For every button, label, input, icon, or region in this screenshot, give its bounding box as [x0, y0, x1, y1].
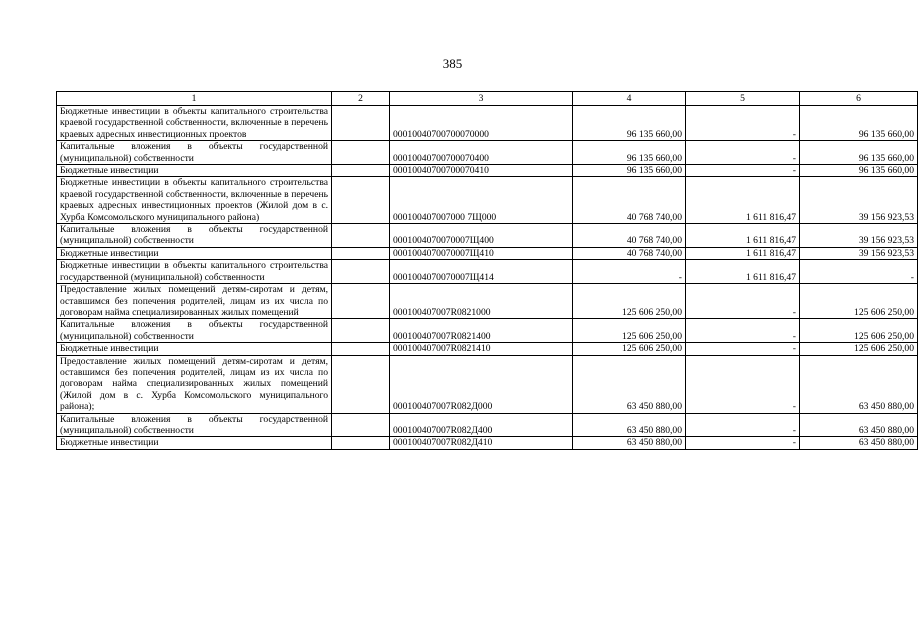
- row-name-cell: Капитальные вложения в объекты государственной (муниципальной) собственности: [57, 224, 332, 248]
- row-name-cell: Бюджетные инвестиции: [57, 165, 332, 177]
- budget-table: [56, 91, 918, 450]
- row-code-cell: 000100407007000 7Щ000: [390, 177, 573, 224]
- row-col2-cell: [332, 177, 390, 224]
- row-value5-cell: -: [686, 437, 800, 449]
- row-name-cell: Бюджетные инвестиции: [57, 343, 332, 355]
- row-code-cell: 000100407007R082Д400: [390, 413, 573, 437]
- row-value5-cell: -: [686, 319, 800, 343]
- column-header: 3: [390, 92, 573, 106]
- row-code-cell: 00010040700700070400: [390, 141, 573, 165]
- row-name-cell: Капитальные вложения в объекты государственной (муниципальной) собственности: [57, 413, 332, 437]
- row-name-cell: Бюджетные инвестиции: [57, 247, 332, 259]
- row-value5-cell: -: [686, 355, 800, 413]
- row-col2-cell: [332, 319, 390, 343]
- row-value6-cell: 39 156 923,53: [800, 224, 918, 248]
- row-value4-cell: -: [573, 260, 686, 284]
- column-header: 4: [573, 92, 686, 106]
- row-col2-cell: [332, 165, 390, 177]
- column-header: 2: [332, 92, 390, 106]
- row-value4-cell: 125 606 250,00: [573, 319, 686, 343]
- row-col2-cell: [332, 437, 390, 449]
- row-value4-cell: 40 768 740,00: [573, 224, 686, 248]
- column-header: 1: [57, 92, 332, 106]
- row-value5-cell: -: [686, 141, 800, 165]
- row-name-cell: Бюджетные инвестиции в объекты капитального строительства краевой государственной собственности, включенные в перечень краевых адресных инвестиционных проектов: [57, 106, 332, 141]
- row-name-cell: Капитальные вложения в объекты государственной (муниципальной) собственности: [57, 141, 332, 165]
- page-number: 385: [442, 56, 463, 71]
- row-value4-cell: 125 606 250,00: [573, 284, 686, 319]
- row-value5-cell: -: [686, 165, 800, 177]
- row-value5-cell: -: [686, 343, 800, 355]
- row-value5-cell: -: [686, 413, 800, 437]
- row-value4-cell: 125 606 250,00: [573, 343, 686, 355]
- table-row: [57, 319, 918, 343]
- row-value6-cell: 63 450 880,00: [800, 355, 918, 413]
- table-row: [57, 165, 918, 177]
- row-code-cell: 000100407007R0821000: [390, 284, 573, 319]
- row-col2-cell: [332, 260, 390, 284]
- table-header-row: [57, 92, 918, 106]
- row-code-cell: 000100407007R082Д410: [390, 437, 573, 449]
- row-value6-cell: 63 450 880,00: [800, 437, 918, 449]
- table-row: [57, 177, 918, 224]
- row-col2-cell: [332, 343, 390, 355]
- row-value5-cell: -: [686, 106, 800, 141]
- row-col2-cell: [332, 413, 390, 437]
- row-value6-cell: 125 606 250,00: [800, 343, 918, 355]
- table-row: [57, 437, 918, 449]
- table-row: [57, 260, 918, 284]
- row-value6-cell: 96 135 660,00: [800, 106, 918, 141]
- row-value6-cell: 96 135 660,00: [800, 141, 918, 165]
- row-col2-cell: [332, 224, 390, 248]
- row-value4-cell: 63 450 880,00: [573, 437, 686, 449]
- table-row: [57, 106, 918, 141]
- row-name-cell: Предоставление жилых помещений детям-сиротам и детям, оставшимся без попечения родителей, лицам из их числа по договорам найма специализированных жилых помещений: [57, 284, 332, 319]
- row-code-cell: 000100407007R082Д000: [390, 355, 573, 413]
- row-col2-cell: [332, 141, 390, 165]
- row-code-cell: 00010040700700070410: [390, 165, 573, 177]
- row-value5-cell: 1 611 816,47: [686, 260, 800, 284]
- row-value6-cell: 125 606 250,00: [800, 319, 918, 343]
- row-name-cell: Бюджетные инвестиции: [57, 437, 332, 449]
- row-col2-cell: [332, 284, 390, 319]
- row-name-cell: Капитальные вложения в объекты государственной (муниципальной) собственности: [57, 319, 332, 343]
- row-name-cell: Предоставление жилых помещений детям-сиротам и детям, оставшимся без попечения родителей, лицам из их числа по договорам найма специализированных жилых помещений (Жилой дом в с. Хурба Комсомольского муниципального района);: [57, 355, 332, 413]
- row-value6-cell: 63 450 880,00: [800, 413, 918, 437]
- row-value5-cell: 1 611 816,47: [686, 247, 800, 259]
- row-col2-cell: [332, 355, 390, 413]
- row-value5-cell: 1 611 816,47: [686, 224, 800, 248]
- table-row: [57, 224, 918, 248]
- row-code-cell: 000100407007R0821400: [390, 319, 573, 343]
- row-value4-cell: 40 768 740,00: [573, 177, 686, 224]
- column-header: 6: [800, 92, 918, 106]
- row-name-cell: Бюджетные инвестиции в объекты капитального строительства краевой государственной собственности, включенные в перечень краевых адресных инвестиционных проектов (Жилой дом в с. Хурба Комсомольского муниципального района): [57, 177, 332, 224]
- row-value4-cell: 96 135 660,00: [573, 106, 686, 141]
- row-value5-cell: -: [686, 284, 800, 319]
- column-header: 5: [686, 92, 800, 106]
- table-row: [57, 141, 918, 165]
- row-value6-cell: 39 156 923,53: [800, 177, 918, 224]
- row-code-cell: 0001004070070007Щ400: [390, 224, 573, 248]
- row-value6-cell: 96 135 660,00: [800, 165, 918, 177]
- row-col2-cell: [332, 106, 390, 141]
- table-row: [57, 284, 918, 319]
- row-code-cell: 0001004070070007Щ410: [390, 247, 573, 259]
- row-value5-cell: 1 611 816,47: [686, 177, 800, 224]
- row-value4-cell: 63 450 880,00: [573, 355, 686, 413]
- row-value6-cell: 39 156 923,53: [800, 247, 918, 259]
- row-value4-cell: 40 768 740,00: [573, 247, 686, 259]
- row-code-cell: 0001004070070007Щ414: [390, 260, 573, 284]
- row-value4-cell: 96 135 660,00: [573, 141, 686, 165]
- row-value4-cell: 63 450 880,00: [573, 413, 686, 437]
- table-row: [57, 247, 918, 259]
- row-code-cell: 000100407007R0821410: [390, 343, 573, 355]
- row-value6-cell: 125 606 250,00: [800, 284, 918, 319]
- table-row: [57, 355, 918, 413]
- row-col2-cell: [332, 247, 390, 259]
- row-value4-cell: 96 135 660,00: [573, 165, 686, 177]
- row-name-cell: Бюджетные инвестиции в объекты капитального строительства государственной (муниципальной) собственности: [57, 260, 332, 284]
- row-value6-cell: -: [800, 260, 918, 284]
- table-row: [57, 343, 918, 355]
- row-code-cell: 00010040700700070000: [390, 106, 573, 141]
- table-row: [57, 413, 918, 437]
